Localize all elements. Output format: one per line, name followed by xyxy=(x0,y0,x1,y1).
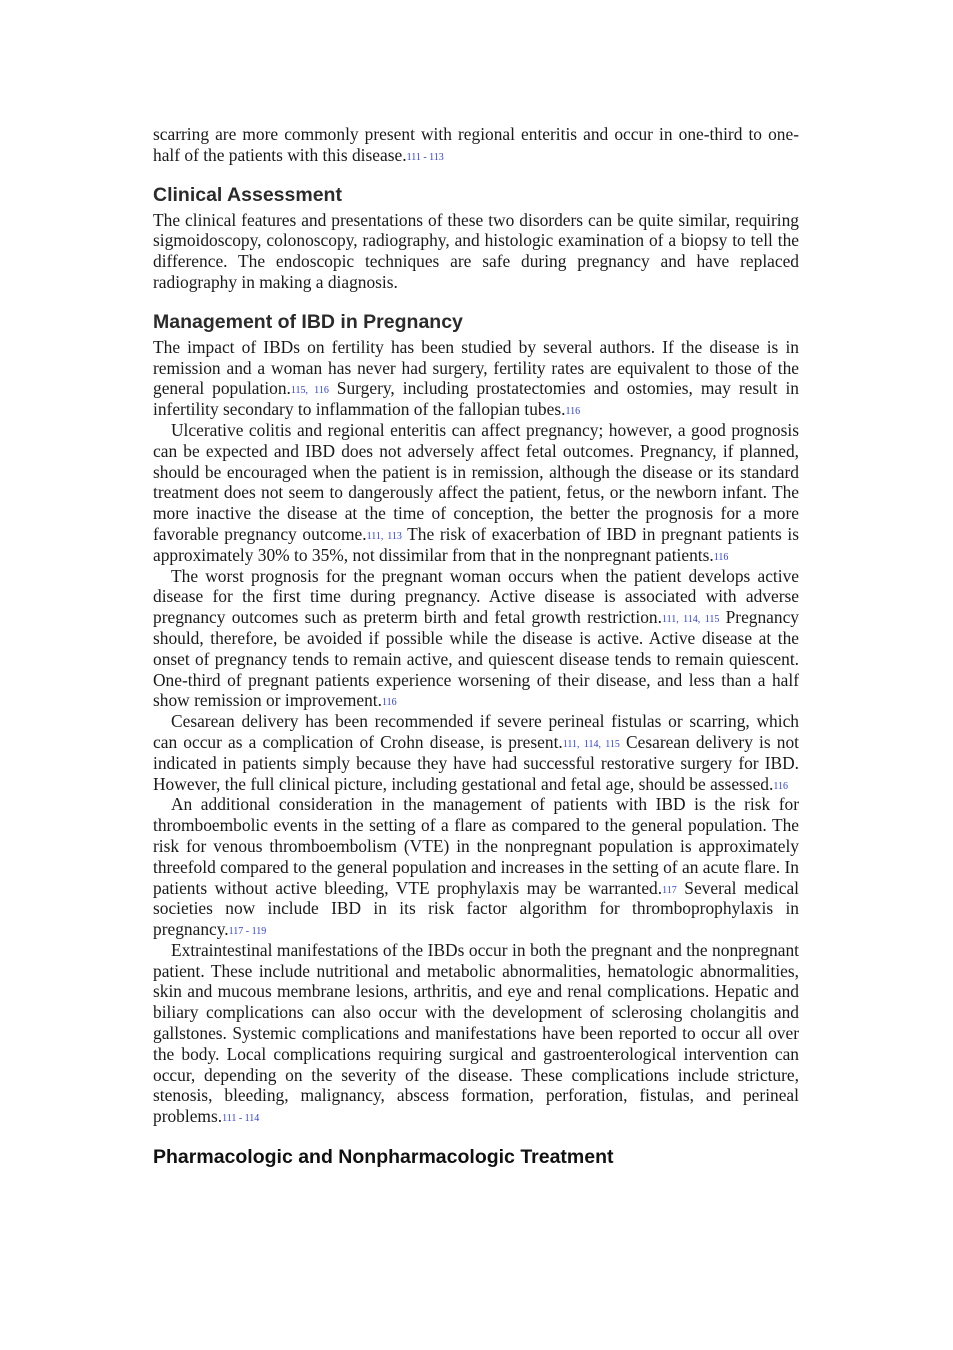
citation-link[interactable]: 111 - 113 xyxy=(406,151,444,163)
section-heading-pharmacologic-treatment: Pharmacologic and Nonpharmacologic Treatment xyxy=(153,1146,614,1169)
document-page xyxy=(153,124,799,1169)
clinical-paragraph xyxy=(153,210,799,293)
citation-link[interactable]: 115, 116 xyxy=(290,385,329,397)
citation-link[interactable]: 111, 114, 115 xyxy=(562,738,620,750)
citation-link[interactable]: 116 xyxy=(381,697,397,709)
paragraph-text: Cesarean delivery has been recommended if severe perineal fistulas or scarring, which can occur as a complication of Crohn disease, is present. xyxy=(153,711,799,752)
citation-link[interactable]: 116 xyxy=(713,551,729,563)
management-paragraph-6 xyxy=(153,940,799,1127)
citation-link[interactable]: 117 - 119 xyxy=(228,926,267,938)
management-paragraph-3 xyxy=(153,566,799,712)
paragraph-text: The risk of exacerbation of IBD in pregnant patients is approximately 30% to 35%, not dissimilar from that in the nonpregnant patients. xyxy=(153,523,799,565)
citation-link[interactable]: 111, 114, 115 xyxy=(661,614,720,626)
management-paragraph-4 xyxy=(153,711,799,794)
paragraph-text: An additional consideration in the management of patients with IBD is the risk for thromboembolic events in the setting of a flare as compared to the general population. The risk for venous thromboembolism (VTE) in the nonpregnant population is approximately threefold compared to the general population and increases in the setting of an acute flare. In patients without active bleeding, VTE prophylaxis may be warranted. xyxy=(153,794,799,898)
intro-paragraph xyxy=(153,124,799,166)
citation-link[interactable]: 116 xyxy=(565,406,581,418)
paragraph-text: Cesarean delivery is not indicated in patients simply because they have had successful restorative surgery for IBD. However, the full clinical picture, including gestational and fetal age, should be assessed. xyxy=(153,731,800,794)
citation-link[interactable]: 117 xyxy=(662,884,677,896)
paragraph-text: Extraintestinal manifestations of the IBDs occur in both the pregnant and the nonpregnant patient. These include nutritional and metabolic abnormalities, hematologic abnormalities, skin and mucous membrane lesions, arthritis, and eye and renal complications. Hepatic and biliary complications can also occur with the development of sclerosing cholangitis and gallstones. Systemic complications and manifestations have been reported to occur all over the body. Local complications requiring surgical and gastroenterological intervention can occur, depending on the severity of the disease. These complications include stricture, stenosis, bleeding, malignancy, abscess formation, perforation, fistulas, and perineal problems. xyxy=(153,939,799,1127)
citation-link[interactable]: 111 - 114 xyxy=(222,1113,260,1125)
paragraph-text: Several medical societies now include IBD in its risk factor algorithm for thromboprophylaxis in pregnancy. xyxy=(153,877,799,940)
paragraph-text: scarring are more commonly present with regional enteritis and occur in one-third to one-half of the patients with this disease. xyxy=(153,124,799,165)
section-heading-clinical-assessment: Clinical Assessment xyxy=(153,183,342,206)
paragraph-text: The clinical features and presentations of these two disorders can be quite similar, requiring sigmoidoscopy, colonoscopy, radiography, and histologic examination of a biopsy to tell the difference. The endoscopic techniques are safe during pregnancy and have replaced radiography in making a diagnosis. xyxy=(153,209,799,292)
paragraph-text: The impact of IBDs on fertility has been studied by several authors. If the disease is in remission and a woman has never had surgery, fertility rates are equivalent to those of the general population. xyxy=(153,336,799,399)
management-paragraph-2 xyxy=(153,420,799,566)
citation-link[interactable]: 111, 113 xyxy=(366,530,402,542)
paragraph-text: Surgery, including prostatectomies and ostomies, may result in infertility secondary to inflammation of the fallopian tubes. xyxy=(153,378,799,420)
section-heading-management: Management of IBD in Pregnancy xyxy=(153,310,463,333)
paragraph-text: The worst prognosis for the pregnant woman occurs when the patient develops active disease for the first time during pregnancy. Active disease is associated with adverse pregnancy outcomes such as preterm birth and fetal growth restriction. xyxy=(153,565,799,628)
management-paragraph-1 xyxy=(153,337,799,420)
citation-link[interactable]: 116 xyxy=(773,780,788,792)
management-paragraph-5 xyxy=(153,794,799,940)
paragraph-text: Pregnancy should, therefore, be avoided if possible while the disease is active. Active disease at the onset of pregnancy tends to remain active, and quiescent disease tends to remain quiescent. One-third of pregnant patients experience worsening of their disease, and less than a half show remission or improvement. xyxy=(153,607,800,711)
paragraph-text: Ulcerative colitis and regional enteritis can affect pregnancy; however, a good prognosis can be expected and IBD does not adversely affect fetal outcomes. Pregnancy, if planned, should be encouraged when the patient is in remission, although the disease or its standard treatment does not seem to dangerously affect the patient, fetus, or the newborn infant. The more inactive the disease at the time of conception, the better the prognosis for a more favorable pregnancy outcome. xyxy=(153,419,799,544)
